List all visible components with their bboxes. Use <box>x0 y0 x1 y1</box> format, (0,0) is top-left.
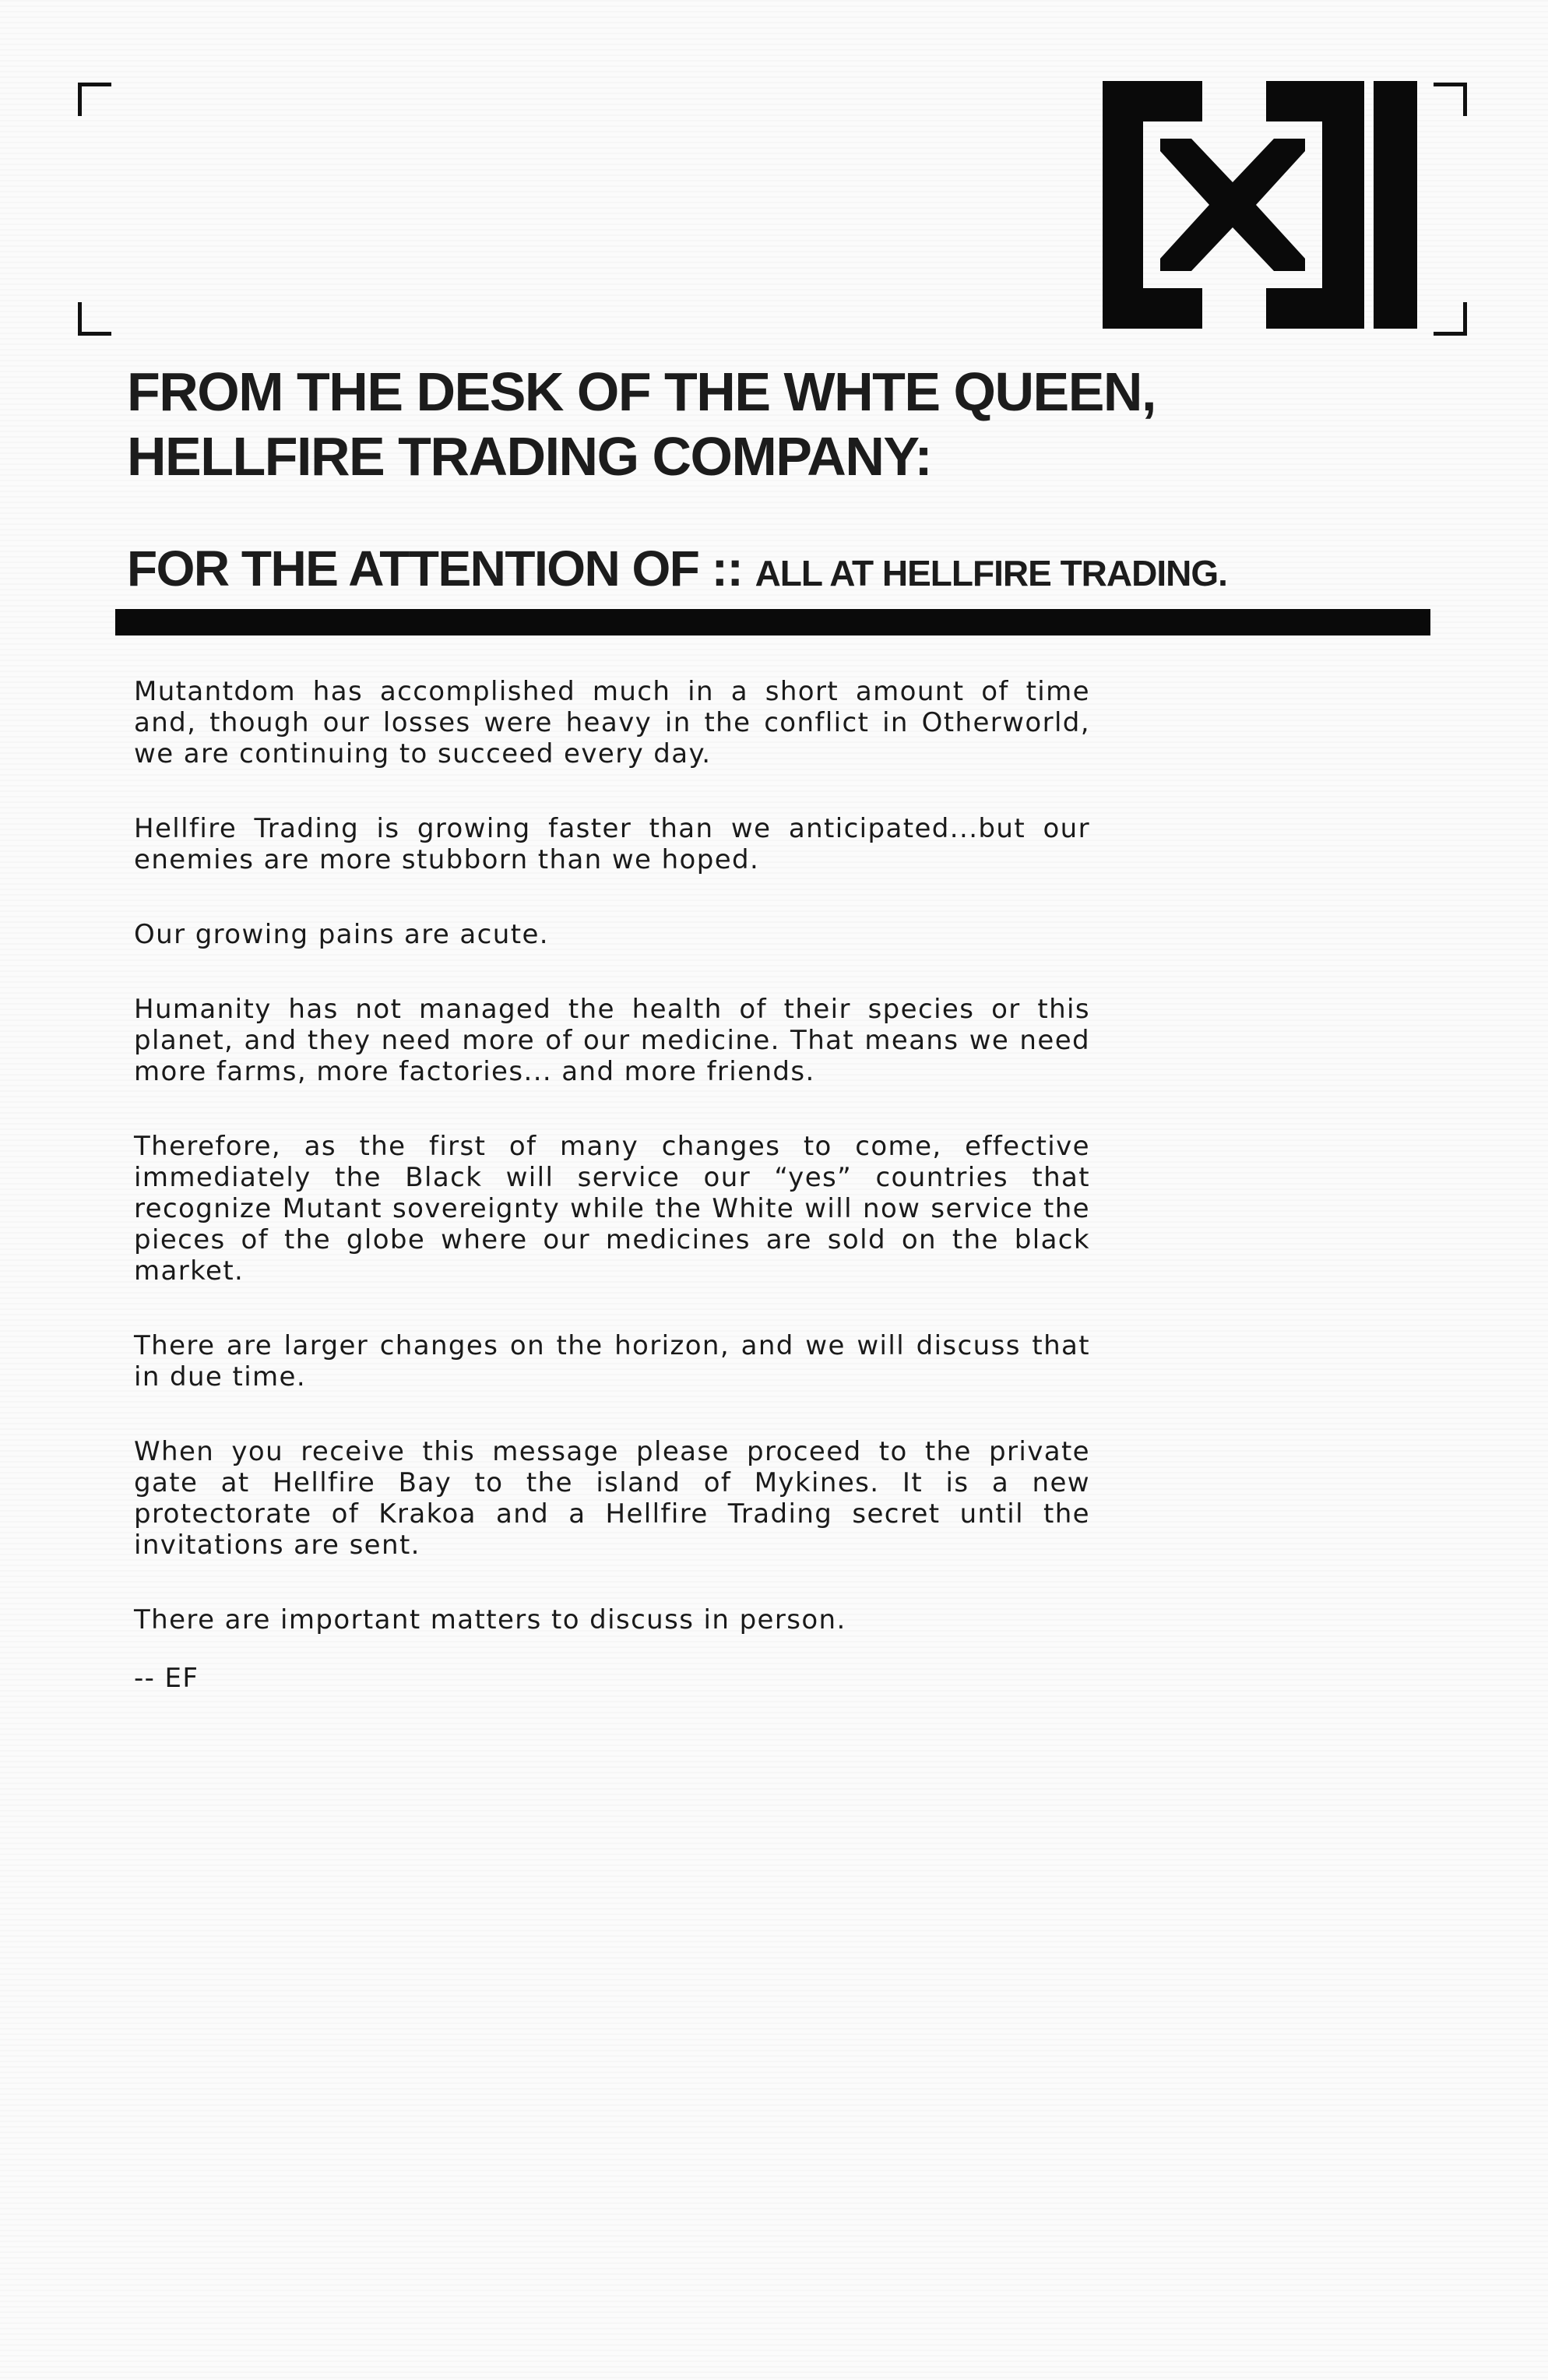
attention-recipients: ALL AT HELLFIRE TRADING. <box>755 553 1227 593</box>
letter-paragraph: Hellfire Trading is growing faster than we anticipated...but our enemies are more stubborn than we hoped. <box>134 813 1090 875</box>
hellfire-x-logo-icon <box>1103 81 1417 329</box>
letter-paragraph: There are larger changes on the horizon, and we will discuss that in due time. <box>134 1330 1090 1392</box>
letter-title <box>127 360 1373 489</box>
letter-paragraph: Therefore, as the first of many changes to come, effective immediately the Black will service our “yes” countries that recognize Mutant sovereignty while the White will now service the pieces of the globe where our medicines are sold on the black market. <box>134 1131 1090 1287</box>
letter-paragraph: Humanity has not managed the health of their species or this planet, and they need more of our medicine. That means we need more farms, more factories... and more friends. <box>134 994 1090 1087</box>
signature: -- EF <box>134 1663 199 1694</box>
letter-paragraph: There are important matters to discuss in person. <box>134 1604 846 1635</box>
frame-corner-top-left <box>78 83 111 116</box>
attention-line <box>127 539 1373 603</box>
attention-label: FOR THE ATTENTION OF :: <box>127 540 755 597</box>
letter-body <box>134 676 1090 1679</box>
letter-paragraph: When you receive this message please proceed to the private gate at Hellfire Bay to the island of Mykines. It is a new protectorate of Krakoa and a Hellfire Trading secret until the invitations are sent. <box>134 1436 1090 1561</box>
letter-title-line-2: HELLFIRE TRADING COMPANY: <box>127 426 932 487</box>
heading-divider <box>115 609 1430 635</box>
letter-paragraph: Our growing pains are acute. <box>134 919 549 950</box>
frame-corner-bottom-left <box>78 302 111 336</box>
frame-corner-top-right <box>1434 83 1467 116</box>
frame-corner-bottom-right <box>1434 302 1467 336</box>
letter-title-line-1: FROM THE DESK OF THE WHTE QUEEN, <box>127 361 1156 422</box>
letter-paragraph: Mutantdom has accomplished much in a short amount of time and, though our losses were heavy in the conflict in Otherworld, we are continuing to succeed every day. <box>134 676 1090 769</box>
